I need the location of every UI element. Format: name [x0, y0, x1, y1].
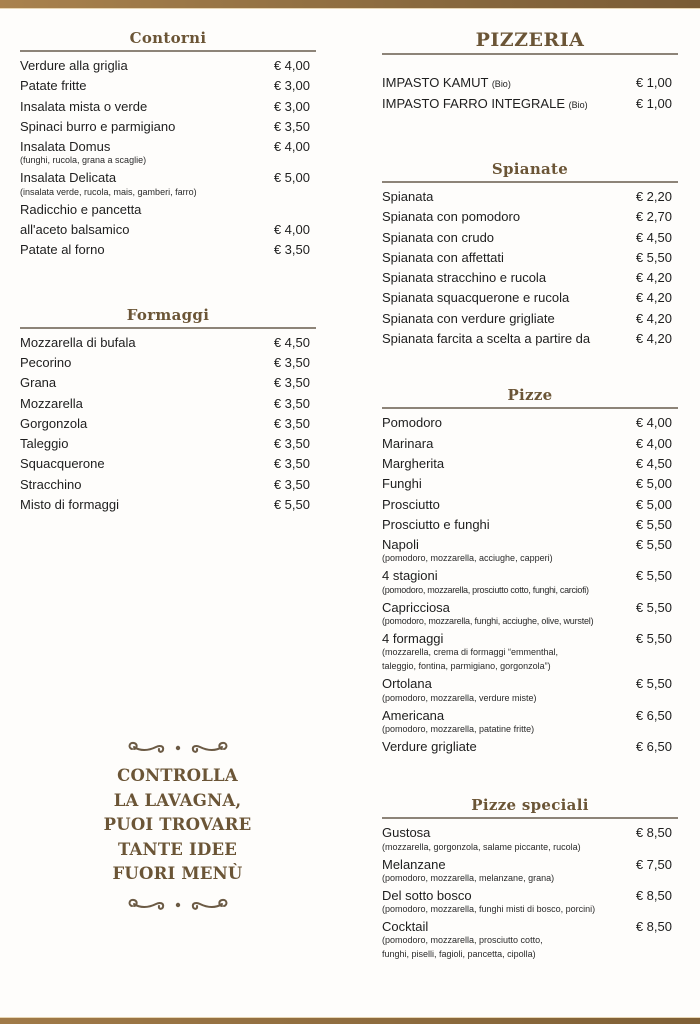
price: € 5,50 [635, 599, 672, 615]
price: € 3,50 [273, 354, 310, 370]
menu-item: Napoli € 5,50 (pomodoro, mozzarella, acciughe, capperi) [382, 535, 678, 564]
bottom-decorative-bar [0, 1017, 700, 1024]
item-description: (funghi, rucola, grana a scaglie) [20, 155, 147, 166]
price: € 8,50 [635, 825, 672, 841]
menu-item: Marinara € 4,00 [382, 434, 678, 454]
promo-text: CONTROLLA LA LAVAGNA, PUOI TROVARE TANTE IDEE FUORI MENÙ [103, 766, 252, 883]
section-title: Pizze speciali [382, 795, 678, 819]
item-description: (insalata verde, rucola, mais, gamberi, farro) [20, 186, 197, 197]
left-column [20, 28, 316, 515]
price: € 4,00 [635, 415, 672, 431]
item-description: taleggio, fontina, parmigiano, gorgonzola”) [382, 661, 551, 672]
item-description: (pomodoro, mozzarella, funghi, acciughe, olive, wurstel) [382, 616, 594, 627]
item-description: (pomodoro, mozzarella, acciughe, capperi) [382, 553, 553, 564]
price: € 4,20 [635, 270, 672, 286]
section-title: Formaggi [20, 305, 316, 329]
price: € 4,50 [635, 455, 672, 471]
menu-item: Prosciutto € 5,00 [382, 495, 678, 515]
menu-item: Spianata farcita a scelta a partire da € 4,20 [382, 329, 678, 349]
section-pizze-speciali [382, 795, 678, 960]
menu-item: Del sotto bosco € 8,50 (pomodoro, mozzarella, funghi misti di bosco, porcini) [382, 886, 678, 915]
menu-item: Taleggio € 3,50 [20, 434, 316, 454]
menu-item: Spianata con affettati € 5,50 [382, 248, 678, 268]
price: € 6,50 [635, 738, 672, 754]
item-description: (pomodoro, mozzarella, prosciutto cotto, funghi, carciofi) [382, 584, 589, 595]
menu-item: Spianata stracchino e rucola € 4,20 [382, 268, 678, 288]
menu-item: Mozzarella € 3,50 [20, 394, 316, 414]
item-description: (pomodoro, mozzarella, melanzane, grana) [382, 872, 555, 883]
menu-item: Gorgonzola € 3,50 [20, 414, 316, 434]
section-title: Spianate [382, 159, 678, 183]
menu-item: Spianata con verdure grigliate € 4,20 [382, 309, 678, 329]
item-description: funghi, piselli, fagioli, pancetta, cipolla) [382, 949, 536, 960]
price: € 5,50 [635, 516, 672, 532]
price: € 4,20 [635, 331, 672, 347]
menu-item: Pecorino € 3,50 [20, 353, 316, 373]
price: € 5,50 [635, 631, 672, 647]
menu-item: Funghi € 5,00 [382, 474, 678, 494]
menu-item: Spinaci burro e parmigiano € 3,50 [20, 117, 316, 137]
menu-item: Verdure grigliate € 6,50 [382, 737, 678, 757]
menu-item: Prosciutto e funghi € 5,50 [382, 515, 678, 535]
price: € 3,50 [273, 415, 310, 431]
menu-item: Pomodoro € 4,00 [382, 413, 678, 433]
price: € 5,50 [635, 676, 672, 692]
menu-item: Insalata Delicata € 5,00 (insalata verde, rucola, mais, gamberi, farro) [20, 168, 316, 197]
price: € 8,50 [635, 919, 672, 935]
scroll-ornament-icon [126, 895, 230, 913]
price: € 4,00 [273, 221, 310, 237]
menu-item: Verdure alla griglia € 4,00 [20, 56, 316, 76]
section-contorni [20, 28, 316, 261]
price: € 5,50 [273, 497, 310, 513]
menu-item: Mozzarella di bufala € 4,50 [20, 333, 316, 353]
price: € 4,50 [635, 229, 672, 245]
menu-item: IMPASTO KAMUT (Bio) € 1,00 [382, 75, 672, 90]
price: € 8,50 [635, 887, 672, 903]
menu-item: Capricciosa € 5,50 (pomodoro, mozzarella, funghi, acciughe, olive, wurstel) [382, 598, 678, 627]
price: € 5,00 [635, 496, 672, 512]
price: € 2,70 [635, 209, 672, 225]
menu-item: Cocktail € 8,50 (pomodoro, mozzarella, prosciutto cotto, funghi, piselli, fagioli, pancetta, cipolla) [382, 917, 678, 960]
menu-item: Grana € 3,50 [20, 373, 316, 393]
menu-item: Squacquerone € 3,50 [20, 454, 316, 474]
price: € 3,00 [273, 78, 310, 94]
menu-item: 4 formaggi € 5,50 (mozzarella, crema di formaggi “emmenthal, taleggio, fontina, parmigiano, gorgonzola”) [382, 629, 678, 672]
price: € 4,00 [273, 139, 310, 155]
menu-item: Patate al forno € 3,50 [20, 240, 316, 260]
price: € 7,50 [635, 856, 672, 872]
price: € 4,50 [273, 334, 310, 350]
price: € 2,20 [635, 189, 672, 204]
section-pizzeria [382, 28, 678, 115]
menu-item: Margherita € 4,50 [382, 454, 678, 474]
menu-item: Radicchio e pancetta all'aceto balsamico € 4,00 [20, 200, 316, 241]
item-description: (pomodoro, mozzarella, prosciutto cotto, [382, 935, 543, 946]
menu-item: Melanzane € 7,50 (pomodoro, mozzarella, melanzane, grana) [382, 855, 678, 884]
menu-item: Patate fritte € 3,00 [20, 76, 316, 96]
menu-item: Insalata mista o verde € 3,00 [20, 97, 316, 117]
price: € 1,00 [635, 75, 672, 90]
price: € 4,00 [635, 435, 672, 451]
menu-item: Insalata Domus € 4,00 (funghi, rucola, grana a scaglie) [20, 137, 316, 166]
section-formaggi [20, 305, 316, 516]
right-column [382, 28, 678, 962]
promo-block [90, 738, 265, 913]
page-title: PIZZERIA [382, 28, 678, 55]
price: € 3,50 [273, 375, 310, 391]
price: € 5,50 [635, 568, 672, 584]
menu-item: Misto di formaggi € 5,50 [20, 495, 316, 515]
item-description: (pomodoro, mozzarella, verdure miste) [382, 692, 537, 703]
price: € 5,00 [635, 476, 672, 492]
price: € 3,50 [273, 242, 310, 258]
price: € 3,50 [273, 436, 310, 452]
price: € 5,00 [273, 170, 310, 186]
price: € 3,50 [273, 118, 310, 134]
scroll-ornament-icon [126, 738, 230, 756]
price: € 6,50 [635, 707, 672, 723]
menu-item: Spianata squacquerone e rucola € 4,20 [382, 288, 678, 308]
menu-item: Americana € 6,50 (pomodoro, mozzarella, patatine fritte) [382, 706, 678, 735]
menu-item: IMPASTO FARRO INTEGRALE (Bio) € 1,00 [382, 96, 672, 111]
menu-item: Spianata con crudo € 4,50 [382, 228, 678, 248]
menu-item: Spianata con pomodoro € 2,70 [382, 207, 678, 227]
price: € 3,00 [273, 98, 310, 114]
section-spianate [382, 159, 678, 349]
price: € 3,50 [273, 476, 310, 492]
price: € 3,50 [273, 395, 310, 411]
section-title: Contorni [20, 28, 316, 52]
item-description: (pomodoro, mozzarella, patatine fritte) [382, 723, 535, 734]
section-title: Pizze [382, 385, 678, 409]
item-description: (mozzarella, gorgonzola, salame piccante, rucola) [382, 841, 581, 852]
price: € 1,00 [635, 96, 672, 111]
price: € 3,50 [273, 456, 310, 472]
price: € 5,50 [635, 249, 672, 265]
item-description: (pomodoro, mozzarella, funghi misti di bosco, porcini) [382, 904, 596, 915]
menu-item: Ortolana € 5,50 (pomodoro, mozzarella, verdure miste) [382, 674, 678, 703]
menu-item: Stracchino € 3,50 [20, 475, 316, 495]
price: € 4,20 [635, 290, 672, 306]
top-decorative-bar [0, 0, 700, 9]
item-description: (mozzarella, crema di formaggi “emmenthal, [382, 647, 559, 658]
price: € 5,50 [635, 537, 672, 553]
price: € 4,20 [635, 310, 672, 326]
section-pizze [382, 385, 678, 757]
menu-item: 4 stagioni € 5,50 (pomodoro, mozzarella, prosciutto cotto, funghi, carciofi) [382, 566, 678, 595]
menu-item: Spianata € 2,20 [382, 187, 678, 207]
price: € 4,00 [273, 58, 310, 73]
menu-item: Gustosa € 8,50 (mozzarella, gorgonzola, salame piccante, rucola) [382, 823, 678, 852]
